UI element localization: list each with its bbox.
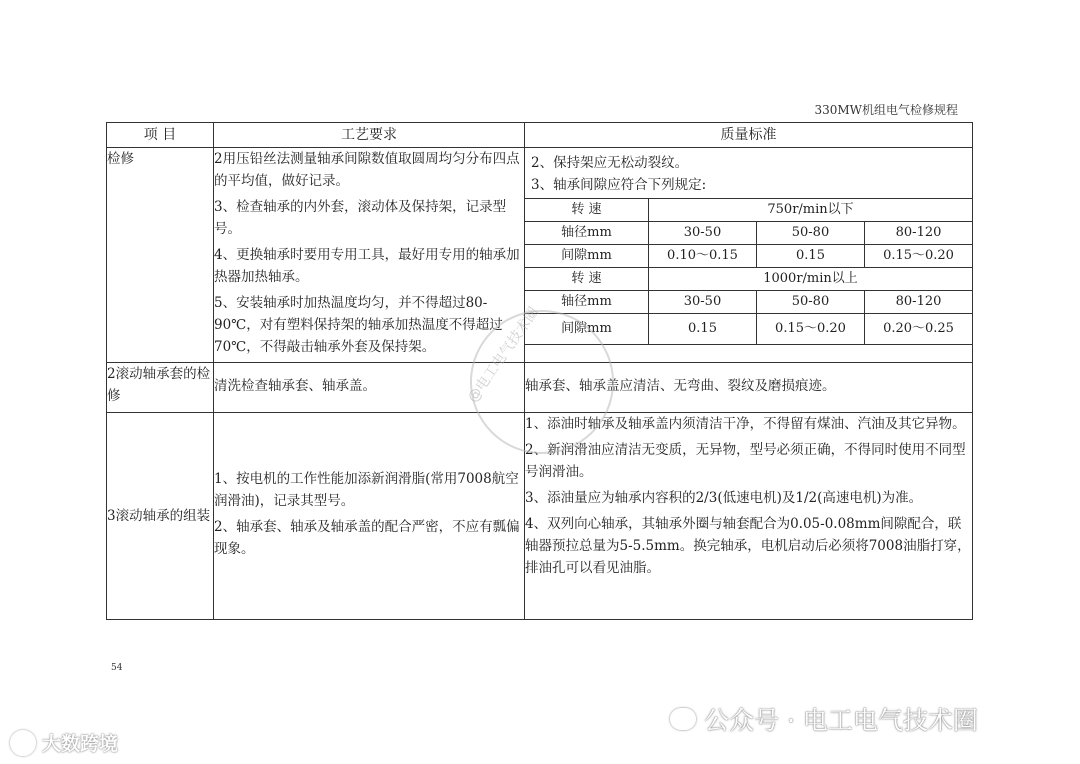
- standard-text: 3、轴承间隙应符合下列规定:: [531, 177, 707, 193]
- spec-cell: 50-80: [757, 291, 865, 314]
- row-item: 2滚动轴承套的检修: [107, 363, 214, 413]
- requirement-text: 2用压铅丝法测量轴承间隙数值取圆周均匀分布四点的平均值，做好记录。: [214, 151, 520, 189]
- spec-cell: 0.15～0.20: [865, 245, 973, 268]
- row-requirements: [214, 413, 525, 620]
- row-standards: [525, 363, 973, 413]
- spec-cell: 30-50: [649, 222, 757, 245]
- standard-text: 2、保持架应无松动裂纹。: [531, 155, 689, 171]
- table-row: [107, 413, 973, 620]
- spec-diameter-label: 轴径mm: [525, 222, 649, 245]
- requirement-text: 1、按电机的工作性能加添新润滑脂(常用7008航空润滑油)，记录其型号。: [214, 471, 519, 509]
- spec-diameter-row: [525, 222, 973, 245]
- page-number: 54: [111, 663, 123, 673]
- maintenance-table: [106, 122, 973, 620]
- spec-speed-label: 转 速: [525, 268, 649, 291]
- spec-clearance-row: [525, 314, 973, 345]
- watermark-right: [670, 701, 978, 737]
- brand-logo-icon: [10, 730, 36, 756]
- row-item: 3滚动轴承的组装: [107, 413, 214, 620]
- spec-clearance-row: [525, 245, 973, 268]
- spec-clearance-label: 间隙mm: [525, 314, 649, 345]
- table-row: [107, 363, 973, 413]
- watermark-left: [10, 729, 118, 756]
- header-item: 项 目: [107, 123, 214, 148]
- requirement-text: 2、轴承套、轴承及轴承盖的配合严密，不应有瓢偏现象。: [214, 519, 520, 557]
- spec-cell: 0.20～0.25: [865, 314, 973, 345]
- spec-cell: 0.15: [649, 314, 757, 345]
- spec-cell: 30-50: [649, 291, 757, 314]
- watermark-right-text: 公众号 · 电工电气技术圈: [704, 706, 978, 735]
- standard-text: 轴承套、轴承盖应清洁、无弯曲、裂纹及磨损痕迹。: [525, 378, 836, 394]
- watermark-left-text: 大数跨境: [42, 733, 119, 755]
- header-standards: 质量标准: [525, 123, 973, 148]
- spec-clearance-label: 间隙mm: [525, 245, 649, 268]
- spec-cell: 80-120: [865, 222, 973, 245]
- row-standards: [525, 148, 973, 363]
- spec-speed-row: [525, 199, 973, 222]
- spec-cell: 0.15: [757, 245, 865, 268]
- spec-speed-value: 750r/min以下: [649, 199, 973, 222]
- row-item: 检修: [107, 148, 214, 363]
- spec-speed-row: [525, 268, 973, 291]
- table-header-row: [107, 123, 973, 148]
- spec-speed-label: 转 速: [525, 199, 649, 222]
- watermark-stamp: @电工电气技术圈: [442, 282, 643, 483]
- requirement-text: 清洗检查轴承套、轴承盖。: [214, 378, 376, 394]
- table-row: [107, 148, 973, 363]
- requirement-text: 3、检查轴承的内外套，滚动体及保持架，记录型号。: [214, 199, 507, 237]
- requirement-text: 4、更换轴承时要用专用工具，最好用专用的轴承加热器加热轴承。: [214, 247, 520, 285]
- standard-text: 2、新润滑油应清洁无变质，无异物，型号必须正确，不得同时使用不同型号润滑油。: [525, 442, 966, 480]
- standard-text: 1、添油时轴承及轴承盖内须清洁干净，不得留有煤油、汽油及其它异物。: [525, 416, 966, 432]
- spec-diameter-label: 轴径mm: [525, 291, 649, 314]
- spec-speed-value: 1000r/min以上: [649, 268, 973, 291]
- row-requirements: [214, 363, 525, 413]
- spec-diameter-row: [525, 291, 973, 314]
- spec-cell: 50-80: [757, 222, 865, 245]
- requirement-text: 5、安装轴承时加热温度均匀，并不得超过80-90℃，对有塑料保持架的轴承加热温度不得超过70℃，不得敲击轴承外套及保持架。: [214, 295, 503, 355]
- standard-text: 3、添油量应为轴承内容积的2/3(低速电机)及1/2(高速电机)为准。: [525, 490, 923, 506]
- page-header-title: 330MW机组电气检修规程: [814, 103, 958, 117]
- standard-text: 4、双列向心轴承，其轴承外圈与轴套配合为0.05-0.08mm间隙配合，联轴器预拉总量为5-5.5mm。换完轴承，电机启动后必须将7008油脂打穿，排油孔可以看见油脂。: [525, 516, 971, 576]
- spec-cell: 0.10～0.15: [649, 245, 757, 268]
- clearance-spec-table: [524, 198, 973, 345]
- row-requirements: [214, 148, 525, 363]
- header-requirements: 工艺要求: [214, 123, 525, 148]
- wechat-icon: [670, 708, 696, 730]
- spec-cell: 0.15～0.20: [757, 314, 865, 345]
- spec-cell: 80-120: [865, 291, 973, 314]
- row-standards: [525, 413, 973, 620]
